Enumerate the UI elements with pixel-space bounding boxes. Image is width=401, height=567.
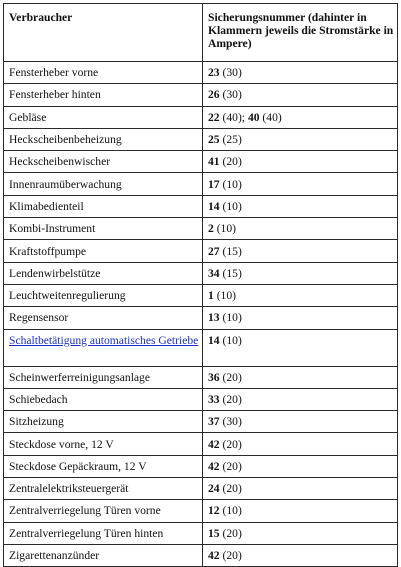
table-row [4,284,398,306]
fuse-table [3,3,398,567]
consumer-cell [4,195,203,217]
table-row [4,455,398,477]
fuse-number: 27 [208,244,220,258]
fuse-cell [203,411,398,433]
fuse-cell [203,128,398,150]
consumer-cell [4,411,203,433]
fuse-cell [203,240,398,262]
consumer-label: Scheinwerferreinigungsanlage [9,370,150,384]
fuse-amperage: (40); [219,110,248,124]
table-body [4,62,398,567]
consumer-cell [4,84,203,106]
fuse-number-secondary: 40 [247,110,260,124]
consumer-cell [4,307,203,329]
fuse-number: 33 [208,393,220,406]
fuse-cell [203,544,398,566]
fuse-amperage: (15) [219,266,242,280]
table-row [4,522,398,544]
consumer-cell [4,388,203,410]
consumer-cell [4,106,203,128]
fuse-cell [203,195,398,217]
fuse-amperage: (30) [219,415,242,429]
table-row [4,128,398,150]
table-row [4,106,398,128]
fuse-cell [203,329,398,366]
consumer-link[interactable]: Schaltbetätigung automatisches Getriebe [9,333,199,347]
fuse-number: 42 [208,459,220,473]
fuse-number: 42 [208,549,220,563]
consumer-label: Lendenwirbelstütze [9,266,101,280]
fuse-number: 14 [208,333,220,347]
consumer-label: Gebläse [9,110,47,124]
consumer-label: Zigarettenanzünder [9,549,100,563]
table-row [4,307,398,329]
consumer-cell [4,522,203,544]
fuse-amperage: (20) [219,526,242,540]
fuse-number: 13 [208,311,220,325]
consumer-label: Heckscheibenbeheizung [9,133,122,147]
consumer-cell [4,151,203,173]
consumer-cell [4,366,203,388]
fuse-amperage: (20) [219,482,242,496]
fuse-table-container [3,3,397,562]
fuse-cell [203,62,398,84]
fuse-cell [203,455,398,477]
fuse-cell [203,84,398,106]
fuse-number: 41 [208,155,220,169]
consumer-cell [4,284,203,306]
fuse-number: 37 [208,415,220,429]
table-row [4,433,398,455]
consumer-label: Steckdose Gepäckraum, 12 V [9,459,147,473]
fuse-amperage: (10) [219,311,242,325]
table-row [4,366,398,388]
fuse-amperage: (10) [213,222,237,236]
table-row [4,411,398,433]
fuse-number: 14 [208,199,220,213]
consumer-cell [4,433,203,455]
fuse-cell [203,262,398,284]
consumer-label: Kombi-Instrument [9,222,96,236]
fuse-number: 15 [208,526,220,540]
fuse-cell [203,151,398,173]
fuse-amperage: (20) [219,155,242,169]
fuse-amperage: (20) [219,393,242,406]
fuse-cell [203,307,398,329]
consumer-label: Kraftstoffpumpe [9,244,87,258]
fuse-number: 36 [208,370,220,384]
fuse-number: 25 [208,133,220,147]
consumer-cell [4,62,203,84]
header-consumer: Verbraucher [4,4,203,62]
fuse-amperage: (10) [219,177,242,191]
fuse-cell [203,218,398,240]
table-row [4,218,398,240]
fuse-cell [203,522,398,544]
table-row [4,240,398,262]
table-header-row [4,4,398,62]
consumer-label: Innenraumüberwachung [9,177,122,191]
fuse-cell [203,478,398,500]
fuse-number: 1 [208,289,214,303]
consumer-label: Leuchtweitenregulierung [9,289,126,303]
fuse-amperage: (20) [219,459,242,473]
consumer-cell [4,544,203,566]
consumer-cell [4,240,203,262]
fuse-amperage: (10) [213,289,237,303]
table-row [4,195,398,217]
fuse-number: 12 [208,504,220,518]
fuse-amperage: (20) [219,437,242,451]
consumer-label: Zentralelektriksteuergerät [9,482,129,496]
fuse-cell [203,366,398,388]
consumer-label: Fensterheber hinten [9,88,101,102]
table-row [4,262,398,284]
consumer-cell [4,173,203,195]
consumer-cell [4,455,203,477]
consumer-label: Klimabedienteil [9,199,84,213]
fuse-number: 2 [208,222,214,236]
consumer-label: Sitzheizung [9,415,64,429]
fuse-number: 22 [208,110,220,124]
fuse-amperage: (20) [219,370,242,384]
table-row [4,544,398,566]
fuse-amperage: (10) [219,199,242,213]
consumer-label: Steckdose vorne, 12 V [9,437,114,451]
fuse-amperage: (30) [219,66,242,80]
consumer-cell [4,218,203,240]
fuse-amperage: (10) [219,504,242,518]
fuse-cell [203,106,398,128]
table-row [4,84,398,106]
fuse-amperage-secondary: (40) [259,110,282,124]
fuse-cell [203,284,398,306]
table-row [4,388,398,410]
consumer-label: Zentralverriegelung Türen hinten [9,526,164,540]
consumer-cell [4,128,203,150]
consumer-cell [4,329,203,366]
fuse-amperage: (25) [219,133,242,147]
fuse-number: 26 [208,88,220,102]
consumer-label: Heckscheibenwischer [9,155,111,169]
table-row [4,173,398,195]
fuse-amperage: (15) [219,244,242,258]
table-row [4,151,398,173]
fuse-number: 34 [208,266,220,280]
table-row [4,62,398,84]
fuse-cell [203,500,398,522]
fuse-cell [203,388,398,410]
consumer-label: Fensterheber vorne [9,66,99,80]
consumer-cell [4,478,203,500]
fuse-amperage: (30) [219,88,242,102]
fuse-amperage: (10) [219,333,242,347]
fuse-number: 42 [208,437,220,451]
fuse-cell [203,433,398,455]
table-row [4,329,398,366]
header-fuse-number: Sicherungsnummer (dahinter in Klammern jeweils die Stromstärke in Ampere) [203,4,398,62]
fuse-cell [203,173,398,195]
fuse-amperage: (20) [219,549,242,563]
consumer-cell [4,500,203,522]
consumer-label: Regensensor [9,311,69,325]
table-row [4,500,398,522]
fuse-number: 23 [208,66,220,80]
fuse-number: 24 [208,482,220,496]
consumer-label: Schiebedach [9,393,68,406]
table-row [4,478,398,500]
consumer-cell [4,262,203,284]
consumer-label: Zentralverriegelung Türen vorne [9,504,161,518]
fuse-number: 17 [208,177,220,191]
